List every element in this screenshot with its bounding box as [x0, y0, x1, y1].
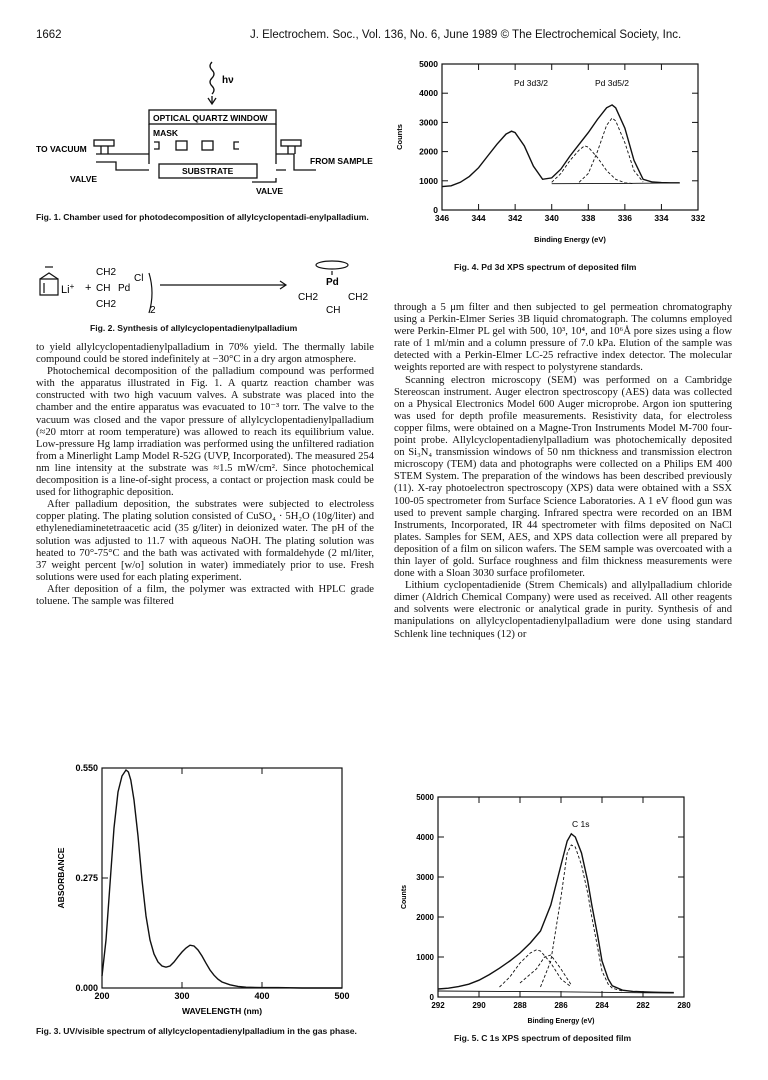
- x-tick-label: 200: [94, 991, 110, 1001]
- y-tick-label: 4000: [419, 88, 438, 99]
- y-axis-label: ABSORBANCE: [56, 847, 66, 909]
- plus-sign: +: [85, 282, 92, 294]
- substrate-label: SUBSTRATE: [182, 166, 234, 176]
- x-tick-label: 284: [595, 1001, 609, 1010]
- x-tick-label: 300: [174, 991, 190, 1001]
- x-tick-label: 400: [254, 991, 270, 1001]
- x-tick-label: 286: [554, 1001, 568, 1010]
- series-line: [552, 183, 680, 184]
- from-sample-label: FROM SAMPLE: [310, 156, 373, 166]
- plot-frame: [442, 64, 698, 210]
- product-ch2-right: CH2: [348, 292, 369, 303]
- paragraph: Lithium cyclopentadienide (Strem Chemicals) and allylpalladium chloride dimer (Aldrich Chemical Company) were used as received. All other reagents and solvents were electronic or analytical grade in purity. Synthesis of and manipulations on allylcyclopentadienylpalladium were done using standard Schlenk line techniques (12) or: [394, 580, 732, 640]
- y-axis-label: Counts: [395, 124, 404, 150]
- figure-4-caption: Fig. 4. Pd 3d XPS spectrum of deposited film: [454, 262, 637, 272]
- x-tick-label: 500: [334, 991, 350, 1001]
- ch-mid-label: CH: [96, 283, 111, 294]
- y-tick-label: 1000: [416, 953, 434, 962]
- series-line: [438, 834, 674, 993]
- series-line: [579, 118, 643, 182]
- figure-3-caption: Fig. 3. UV/visible spectrum of allylcyclopentadienylpalladium in the gas phase.: [36, 1026, 357, 1036]
- li-label: Li+: [61, 282, 75, 296]
- mask-label: MASK: [153, 128, 179, 138]
- plot-frame: [102, 768, 342, 988]
- y-tick-label: 0: [433, 205, 438, 215]
- figure-2-scheme: [36, 255, 386, 320]
- series-line: [500, 950, 572, 987]
- x-tick-label: 280: [677, 1001, 691, 1010]
- x-tick-label: 340: [544, 213, 559, 223]
- y-tick-label: 0.000: [75, 983, 98, 993]
- figure-3-chart: [48, 752, 368, 1024]
- x-tick-label: 282: [636, 1001, 650, 1010]
- peak-annotation: Pd 3d5/2: [595, 78, 630, 88]
- y-axis-label: Counts: [401, 884, 408, 910]
- y-tick-label: 5000: [419, 59, 438, 69]
- peak-annotation: Pd 3d3/2: [514, 78, 549, 88]
- ch2-top-label: CH2: [96, 267, 117, 278]
- y-tick-label: 4000: [416, 833, 434, 842]
- series-line: [442, 105, 680, 187]
- x-tick-label: 342: [508, 213, 523, 223]
- x-tick-label: 288: [513, 1001, 527, 1010]
- paragraph: After palladium deposition, the substrates were subjected to electroless copper plating. The plating solution consisted of CuSO₄ · 5H₂O (10g/liter) and ethylenediaminetetraacetic acid (35 g/liter) in deionized water. The pH of the solution was adjusted to 11.7 with aqueous NaOH. The plating solution was heated to 70°-75°C and the bath was activated with formaldehyde (2 ml/liter, 37 weight percent [w/o] solution in water) immediately prior to use. Fresh solutions were used for each plating experiment.: [36, 499, 374, 583]
- series-line: [102, 770, 342, 988]
- product-ch-label: CH: [326, 305, 341, 316]
- y-tick-label: 1000: [419, 175, 438, 186]
- valve-left-label: VALVE: [70, 174, 98, 184]
- x-axis-label: WAVELENGTH (nm): [181, 1006, 263, 1016]
- x-tick-label: 290: [472, 1001, 486, 1010]
- page-number: 1662: [36, 29, 62, 41]
- figure-4-chart: [380, 52, 720, 262]
- x-tick-label: 336: [617, 213, 632, 223]
- series-line: [520, 955, 571, 985]
- x-tick-label: 292: [431, 1001, 445, 1010]
- figure-3-svg: [48, 752, 368, 1024]
- y-tick-label: 0.275: [75, 873, 98, 883]
- running-header: J. Electrochem. Soc., Vol. 136, No. 6, June 1989 © The Electrochemical Society, Inc.: [250, 29, 682, 41]
- pd-label: Pd: [118, 283, 131, 294]
- paragraph: through a 5 μm filter and then subjected to gel permeation chromatography using a Perkin-Elmer Series 3B liquid chromatograph. The columns employed were Perkin-Elmer PL gel with 500, 10³, 10⁴, and 10⁶Å pore sizes using a flow rate of 1 ml/min and a column pressure of 7.0 kPa. Elution of the sample was detected with a Perkin-Elmer LC-25 refractive index detector. The molecular weights reported are with respect to polystyrene standards.: [394, 302, 732, 374]
- x-axis-label: Binding Energy (eV): [527, 1018, 595, 1025]
- figure-1-caption: Fig. 1. Chamber used for photodecomposition of allylcyclopentadi-enylpalladium.: [36, 212, 369, 222]
- y-tick-label: 3000: [419, 117, 438, 128]
- y-tick-label: 3000: [416, 873, 434, 882]
- figure-2-caption: Fig. 2. Synthesis of allylcyclopentadienylpalladium: [90, 323, 298, 333]
- x-tick-label: 346: [434, 213, 450, 223]
- left-column-text: [36, 342, 374, 608]
- x-tick-label: 334: [654, 213, 669, 223]
- y-tick-label: 2000: [416, 913, 434, 922]
- figure-4-svg: [380, 52, 720, 262]
- paragraph: Photochemical decomposition of the palladium compound was performed with the apparatus illustrated in Fig. 1. A quartz reaction chamber was constructed with two high vacuum valves. A substrate was placed into the chamber and the entire apparatus was evacuated to 10⁻³ torr. The valve to the vacuum was closed and the vapor pressure of allylcyclopentadienylpalladium (≈20 mtorr at room temperature) was allowed to reach its equilibrium value. Low-pressure Hg lamp irradiation was performed using the unfiltered radiation from a Minerlight Lamp Model R-52G (UVP, Incorporated). The measured 254 nm line intensity at the substrate was ≈1.5 mW/cm². Since photochemical decomposition is a line-of-sight process, a contact or projection mask could be used for lithographic deposition.: [36, 366, 374, 499]
- valve-right-label: VALVE: [256, 186, 284, 196]
- x-tick-label: 332: [690, 213, 706, 223]
- product-pd-label: Pd: [326, 277, 339, 288]
- y-tick-label: 0.550: [75, 763, 98, 773]
- figure-2-svg: [36, 255, 386, 320]
- y-tick-label: 5000: [416, 793, 434, 802]
- paragraph: Scanning electron microscopy (SEM) was performed on a Cambridge Stereoscan instrument. Auger electron spectroscopy (AES) data was collected on a Physical Electronics Model 600 Auger microprobe. Argon ion sputtering was used for depth profile measurements. Resistivity data, for electroless copper films, were obtained on a Magne-Tron Instruments Model M-700 four-point probe. Allylcyclopentadienylpalladium was photochemically deposited on Si₃N₄ transmission windows of 50 nm thickness and transmission electron microscopy (TEM) data and photographs were collected on a Philips EM 400 STEM System. The preparation of the windows has been described previously (11). X-ray photoelectron spectroscopy (XPS) data were obtained with a SSX 100-05 spectrometer from Surface Science Laboratories. A 1 eV flood gun was used to prevent sample charging. Infrared spectra were recorded on an IBM Instruments, Incorporated, IR 44 spectrometer with films deposited on NaCl plates. Samples for SEM, AES, and XPS data collection were all prepared by deposition of a film on silicon wafers. The SEM sample was overcoated with a thin layer of gold. Surface roughness and film thickness measurements were done with a Sloan 3030 surface profilometer.: [394, 374, 732, 580]
- product-ch2-left: CH2: [298, 292, 319, 303]
- hv-label: hν: [222, 75, 234, 86]
- figure-1-diagram: [36, 60, 386, 210]
- cl-label: Cl: [134, 273, 144, 284]
- x-tick-label: 344: [471, 213, 486, 223]
- right-column-text: [394, 302, 732, 641]
- window-label: OPTICAL QUARTZ WINDOW: [153, 113, 268, 123]
- y-tick-label: 2000: [419, 146, 438, 157]
- x-axis-label: Binding Energy (eV): [534, 235, 606, 244]
- paragraph: to yield allylcyclopentadienylpalladium in 70% yield. The thermally labile compound could be stored indefinitely at −30°C in a dry argon atmosphere.: [36, 342, 374, 366]
- ch2-bottom-label: CH2: [96, 299, 117, 310]
- x-tick-label: 338: [581, 213, 596, 223]
- figure-1-svg: [36, 60, 386, 210]
- to-vacuum-label: TO VACUUM: [36, 144, 87, 154]
- figure-5-chart: [394, 785, 714, 1030]
- peak-annotation: C 1s: [572, 819, 590, 829]
- paragraph: After deposition of a film, the polymer was extracted with HPLC grade toluene. The sample was filtered: [36, 583, 374, 607]
- y-tick-label: 0: [429, 993, 434, 1002]
- figure-5-caption: Fig. 5. C 1s XPS spectrum of deposited film: [454, 1033, 632, 1043]
- dimer-count: 2: [150, 305, 156, 316]
- series-line: [541, 845, 623, 991]
- figure-5-svg: [394, 785, 714, 1030]
